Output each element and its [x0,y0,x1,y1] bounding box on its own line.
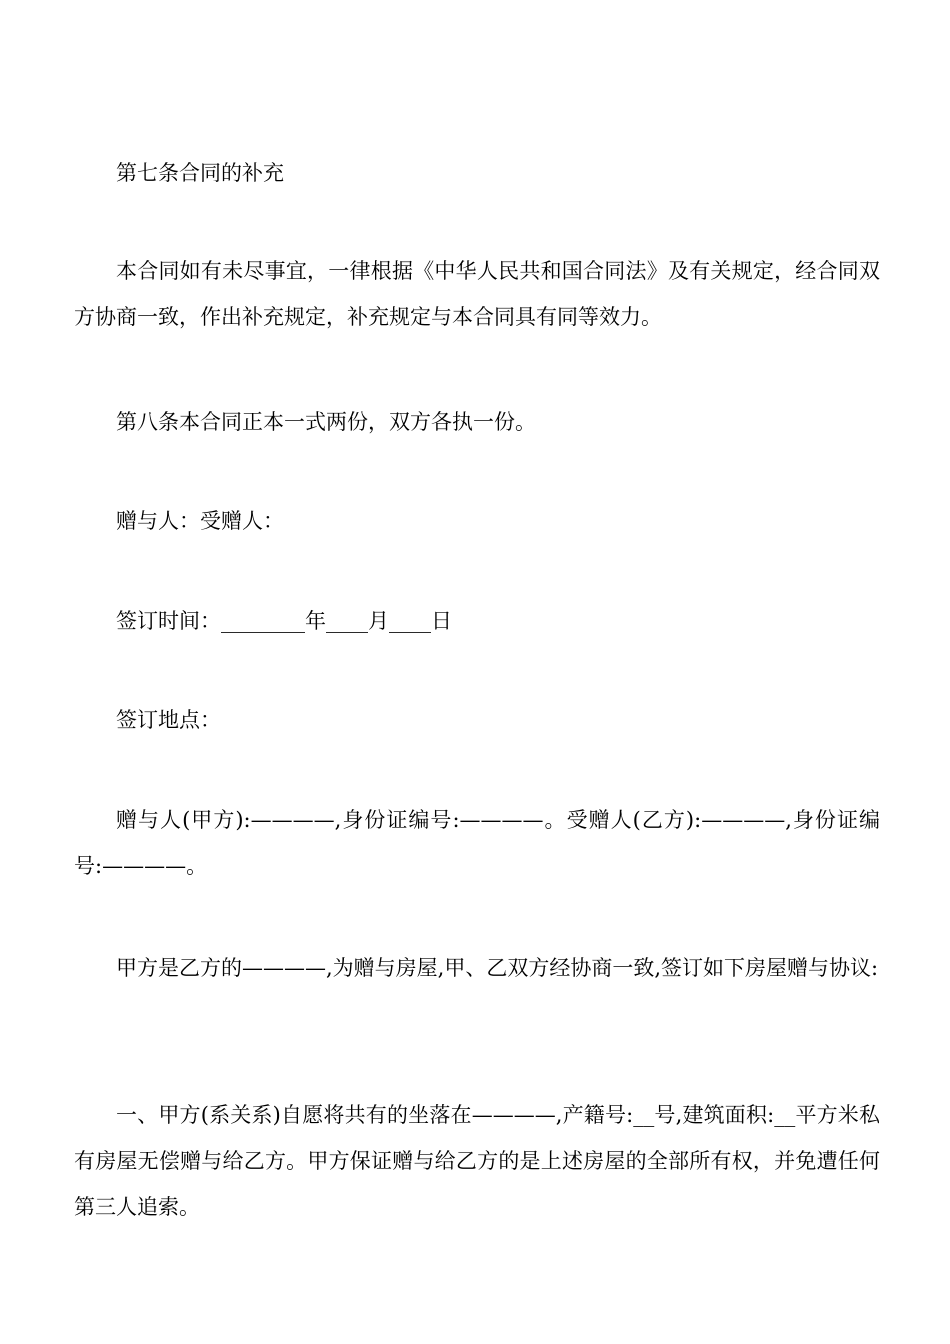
article-7-heading: 第七条合同的补充 [116,161,284,185]
signing-date-line: 签订时间：________年____月____日 [116,609,452,633]
parties-identity-paragraph: 赠与人(甲方):————,身份证编号:————。受赠人(乙方):————,身份证编号:————。 [74,808,880,878]
signing-place-line: 签订地点： [116,708,221,732]
article-7-body: 本合同如有未尽事宜，一律根据《中华人民共和国合同法》及有关规定，经合同双方协商一致，作出补充规定，补充规定与本合同具有同等效力。 [74,259,880,329]
clause-1-paragraph: 一、甲方(系关系)自愿将共有的坐落在————,产籍号:__号,建筑面积:__平方米私有房屋无偿赠与给乙方。甲方保证赠与给乙方的是上述房屋的全部所有权，并免遭任何第三人追索。 [74,1103,880,1219]
article-8: 第八条本合同正本一式两份，双方各执一份。 [116,410,536,434]
signatories-line: 赠与人：受赠人： [116,509,284,533]
relationship-paragraph: 甲方是乙方的————,为赠与房屋,甲、乙双方经协商一致,签订如下房屋赠与协议: [116,956,879,980]
